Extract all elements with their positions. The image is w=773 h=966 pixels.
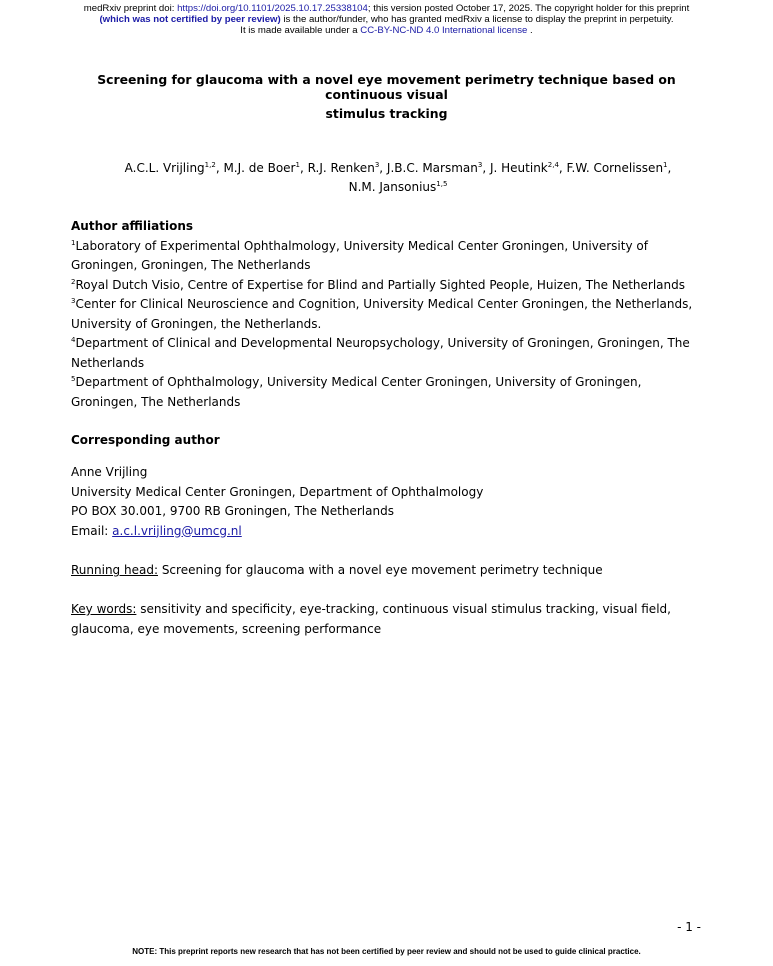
- corresponding-email-line: [71, 522, 701, 542]
- author: J. Heutink$^{2,4}$,: [489, 161, 567, 175]
- keywords: [71, 600, 701, 639]
- page-number: - 1 -: [677, 920, 701, 934]
- running-head-text: Screening for glaucoma with a novel eye movement perimetry technique: [158, 563, 603, 577]
- header-line-3: [0, 25, 773, 36]
- running-head: [71, 561, 701, 581]
- header-line3-suffix: .: [527, 25, 533, 36]
- paper-title-line-2: stimulus tracking: [325, 106, 448, 121]
- header-line-2: [0, 14, 773, 25]
- corresponding-heading: [71, 431, 701, 451]
- affiliations-section: [71, 217, 701, 412]
- affiliation-item: $^1$Laboratory of Experimental Ophthalmology, University Medical Center Groningen, University of Groningen, Groningen, The Netherlands: [71, 238, 648, 272]
- header-line-1: [0, 3, 773, 14]
- corresponding-name: Anne Vrijling: [71, 465, 148, 479]
- author: R.J. Renken$^3$,: [307, 161, 387, 175]
- doi-link[interactable]: https://doi.org/10.1101/2025.10.17.25338104: [177, 3, 368, 14]
- corresponding-details: [71, 463, 701, 541]
- affiliation-item: $^2$Royal Dutch Visio, Centre of Expertise for Blind and Partially Sighted People, Huizen, The Netherlands: [71, 277, 685, 292]
- author: F.W. Cornelissen$^1$,: [566, 161, 672, 175]
- header-line1-suffix: ; this version posted October 17, 2025. The copyright holder for this preprint: [367, 3, 690, 14]
- affiliation-item: $^5$Department of Ophthalmology, University Medical Center Groningen, University of Groningen, Groningen, The Netherlands: [71, 375, 642, 409]
- keywords-text: sensitivity and specificity, eye-tracking, continuous visual stimulus tracking, visual field, glaucoma, eye movements, screening performance: [71, 602, 671, 636]
- header-line3-prefix: It is made available under a: [240, 25, 361, 36]
- paper-title-line-1: Screening for glaucoma with a novel eye movement perimetry technique based on continuous visual: [97, 72, 676, 102]
- license-link[interactable]: CC-BY-NC-ND 4.0 International license: [360, 25, 528, 36]
- corresponding-address: PO BOX 30.001, 9700 RB Groningen, The Netherlands: [71, 504, 394, 518]
- footer-note: NOTE: This preprint reports new research that has not been certified by peer review and should not be used to guide clinical practice.: [132, 947, 641, 956]
- author: M.J. de Boer$^1$,: [223, 161, 308, 175]
- header-doi-prefix: medRxiv preprint doi:: [83, 3, 178, 14]
- corresponding-heading-text: Corresponding author: [71, 433, 220, 447]
- author-list: [110, 159, 686, 197]
- running-head-label: Running head:: [71, 563, 158, 577]
- email-link[interactable]: a.c.l.vrijling@umcg.nl: [112, 523, 242, 538]
- header-line2-suffix: is the author/funder, who has granted medRxiv a license to display the preprint in perpetuity.: [280, 14, 674, 25]
- keywords-label: Key words:: [71, 602, 137, 616]
- author: A.C.L. Vrijling$^{1,2}$,: [124, 161, 224, 175]
- corresponding-org: University Medical Center Groningen, Department of Ophthalmology: [71, 484, 484, 499]
- affiliation-item: $^4$Department of Clinical and Developmental Neuropsychology, University of Groningen, Groningen, The Netherlands: [71, 336, 690, 370]
- preprint-header: [0, 3, 773, 36]
- author: N.M. Jansonius$^{1,5}$: [348, 180, 448, 194]
- peer-review-note: (which was not certified by peer review): [99, 14, 281, 25]
- affiliations-heading: Author affiliations: [71, 219, 194, 233]
- affiliation-item: $^3$Center for Clinical Neuroscience and Cognition, University Medical Center Groningen, the Netherlands, University of Groningen, the Netherlands.: [71, 297, 693, 331]
- email-label: Email:: [71, 523, 113, 538]
- author: J.B.C. Marsman$^3$,: [386, 161, 490, 175]
